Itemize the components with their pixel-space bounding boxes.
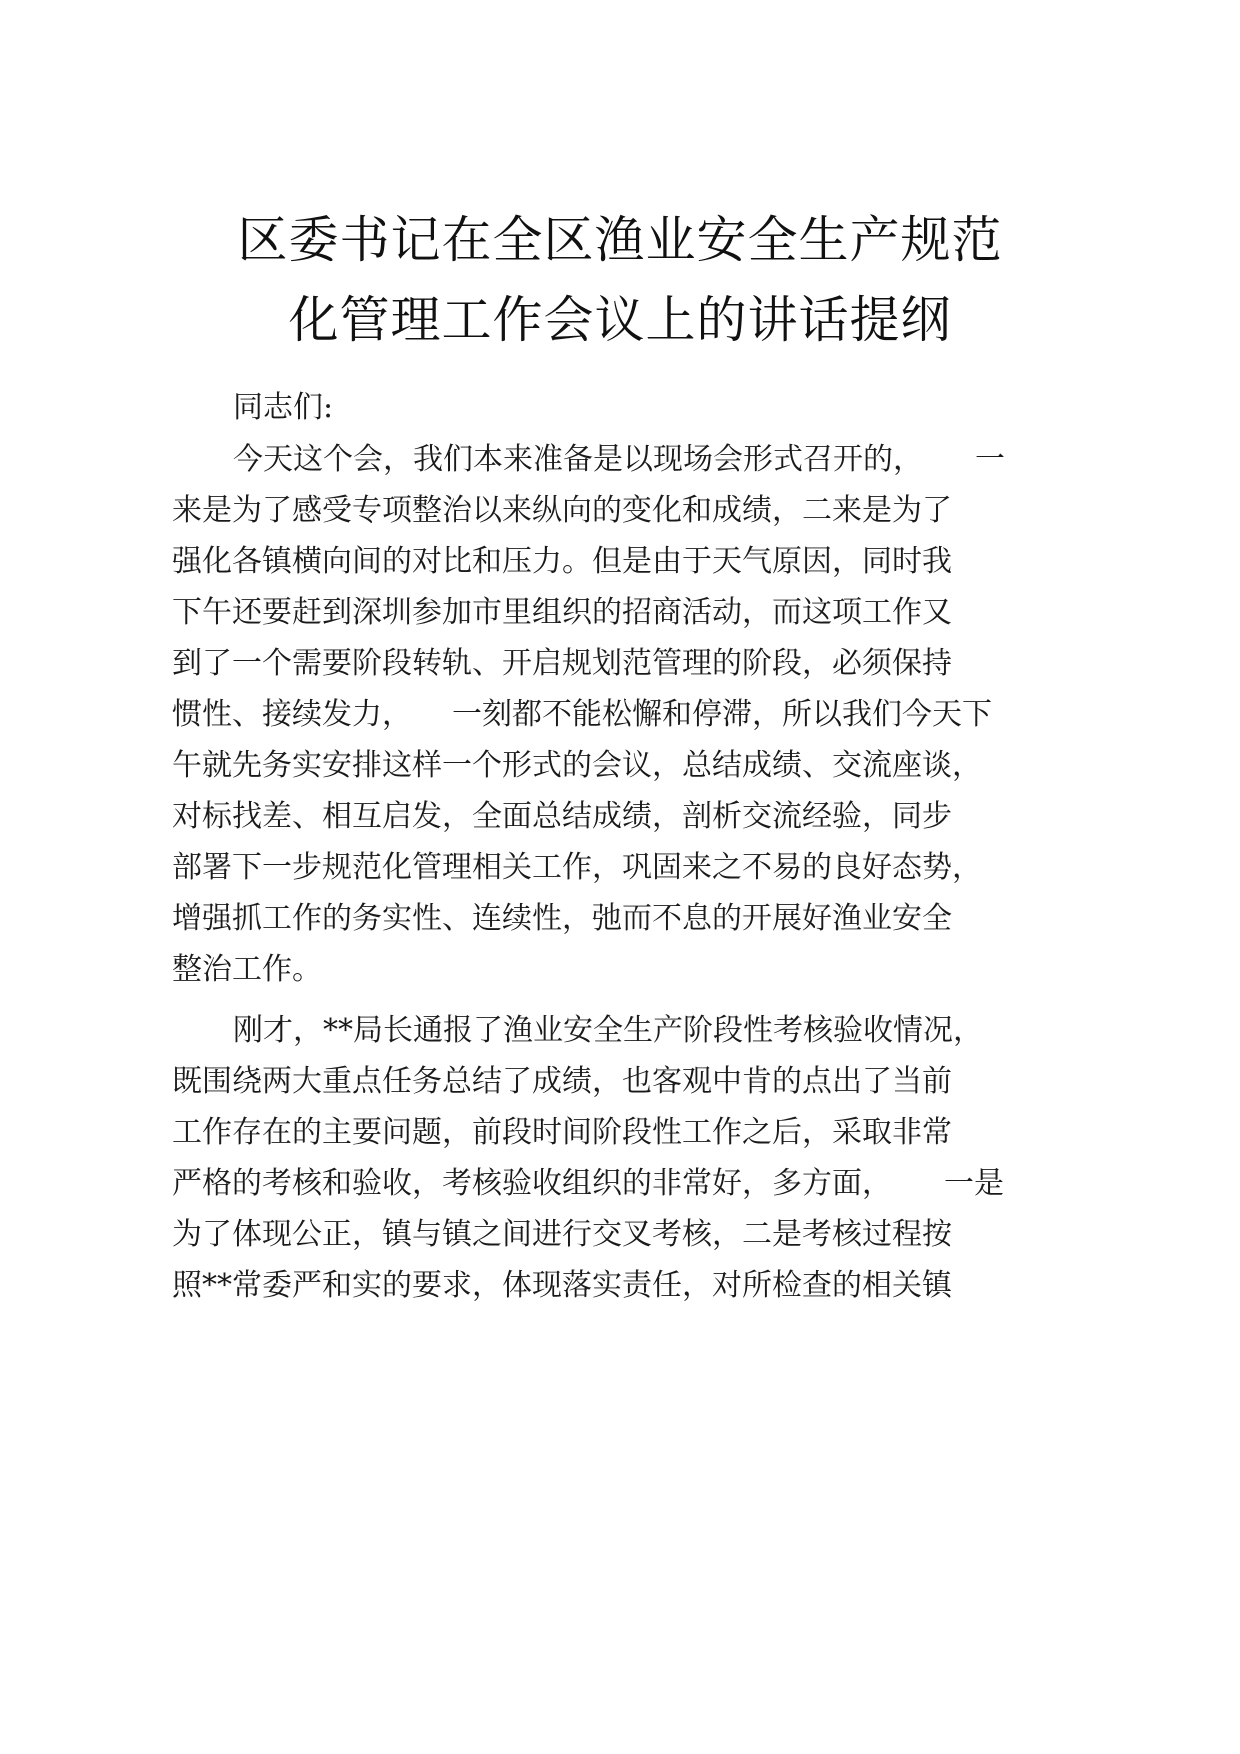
paragraph-1-line-6-head: 惯性、接续发力，	[172, 697, 412, 732]
paragraph-2-line-6: 照**常委严和实的要求，体现落实责任，对所检查的相关镇	[172, 1268, 952, 1303]
paragraph-1-line-1	[233, 440, 1005, 480]
title-line-1: 区委书记在全区渔业安全生产规范	[237, 211, 1003, 269]
paragraph-1-line-9: 部署下一步规范化管理相关工作，巩固来之不易的良好态势，	[172, 850, 982, 885]
salutation: 同志们:	[233, 390, 334, 425]
paragraph-1-line-2: 来是为了感受专项整治以来纵向的变化和成绩，二来是为了	[172, 493, 952, 528]
paragraph-1-line-1-tail: 一	[975, 442, 1005, 477]
paragraph-2-line-5: 为了体现公正，镇与镇之间进行交叉考核，二是考核过程按	[172, 1217, 952, 1252]
paragraph-1-line-8: 对标找差、相互启发，全面总结成绩，剖析交流经验，同步	[172, 799, 952, 834]
paragraph-2-line-4-text: 严格的考核和验收，考核验收组织的非常好，多方面，	[172, 1166, 892, 1201]
paragraph-1-line-7: 午就先务实安排这样一个形式的会议，总结成绩、交流座谈，	[172, 748, 982, 783]
paragraph-1-line-6	[172, 695, 992, 735]
document-title	[120, 200, 1120, 360]
paragraph-2-line-1: 刚才，**局长通报了渔业安全生产阶段性考核验收情况，	[233, 1013, 983, 1048]
paragraph-1-line-3: 强化各镇横向间的对比和压力。但是由于天气原因，同时我	[172, 544, 952, 579]
paragraph-1-line-11: 整治工作。	[172, 952, 322, 987]
paragraph-2-line-4	[172, 1164, 1004, 1204]
title-line-2: 化管理工作会议上的讲话提纲	[288, 291, 952, 349]
paragraph-1-line-5: 到了一个需要阶段转轨、开启规划范管理的阶段，必须保持	[172, 646, 952, 681]
paragraph-1-line-1-text: 今天这个会，我们本来准备是以现场会形式召开的，	[233, 442, 923, 477]
paragraph-1-line-4: 下午还要赶到深圳参加市里组织的招商活动，而这项工作又	[172, 595, 952, 630]
paragraph-2-line-3: 工作存在的主要问题，前段时间阶段性工作之后，采取非常	[172, 1115, 952, 1150]
paragraph-2-line-4-tail: 一是	[944, 1166, 1004, 1201]
paragraph-2-line-2: 既围绕两大重点任务总结了成绩，也客观中肯的点出了当前	[172, 1064, 952, 1099]
paragraph-1-line-10: 增强抓工作的务实性、连续性，弛而不息的开展好渔业安全	[172, 901, 952, 936]
paragraph-1-line-6-text: 一刻都不能松懈和停滞，所以我们今天下	[452, 697, 992, 732]
